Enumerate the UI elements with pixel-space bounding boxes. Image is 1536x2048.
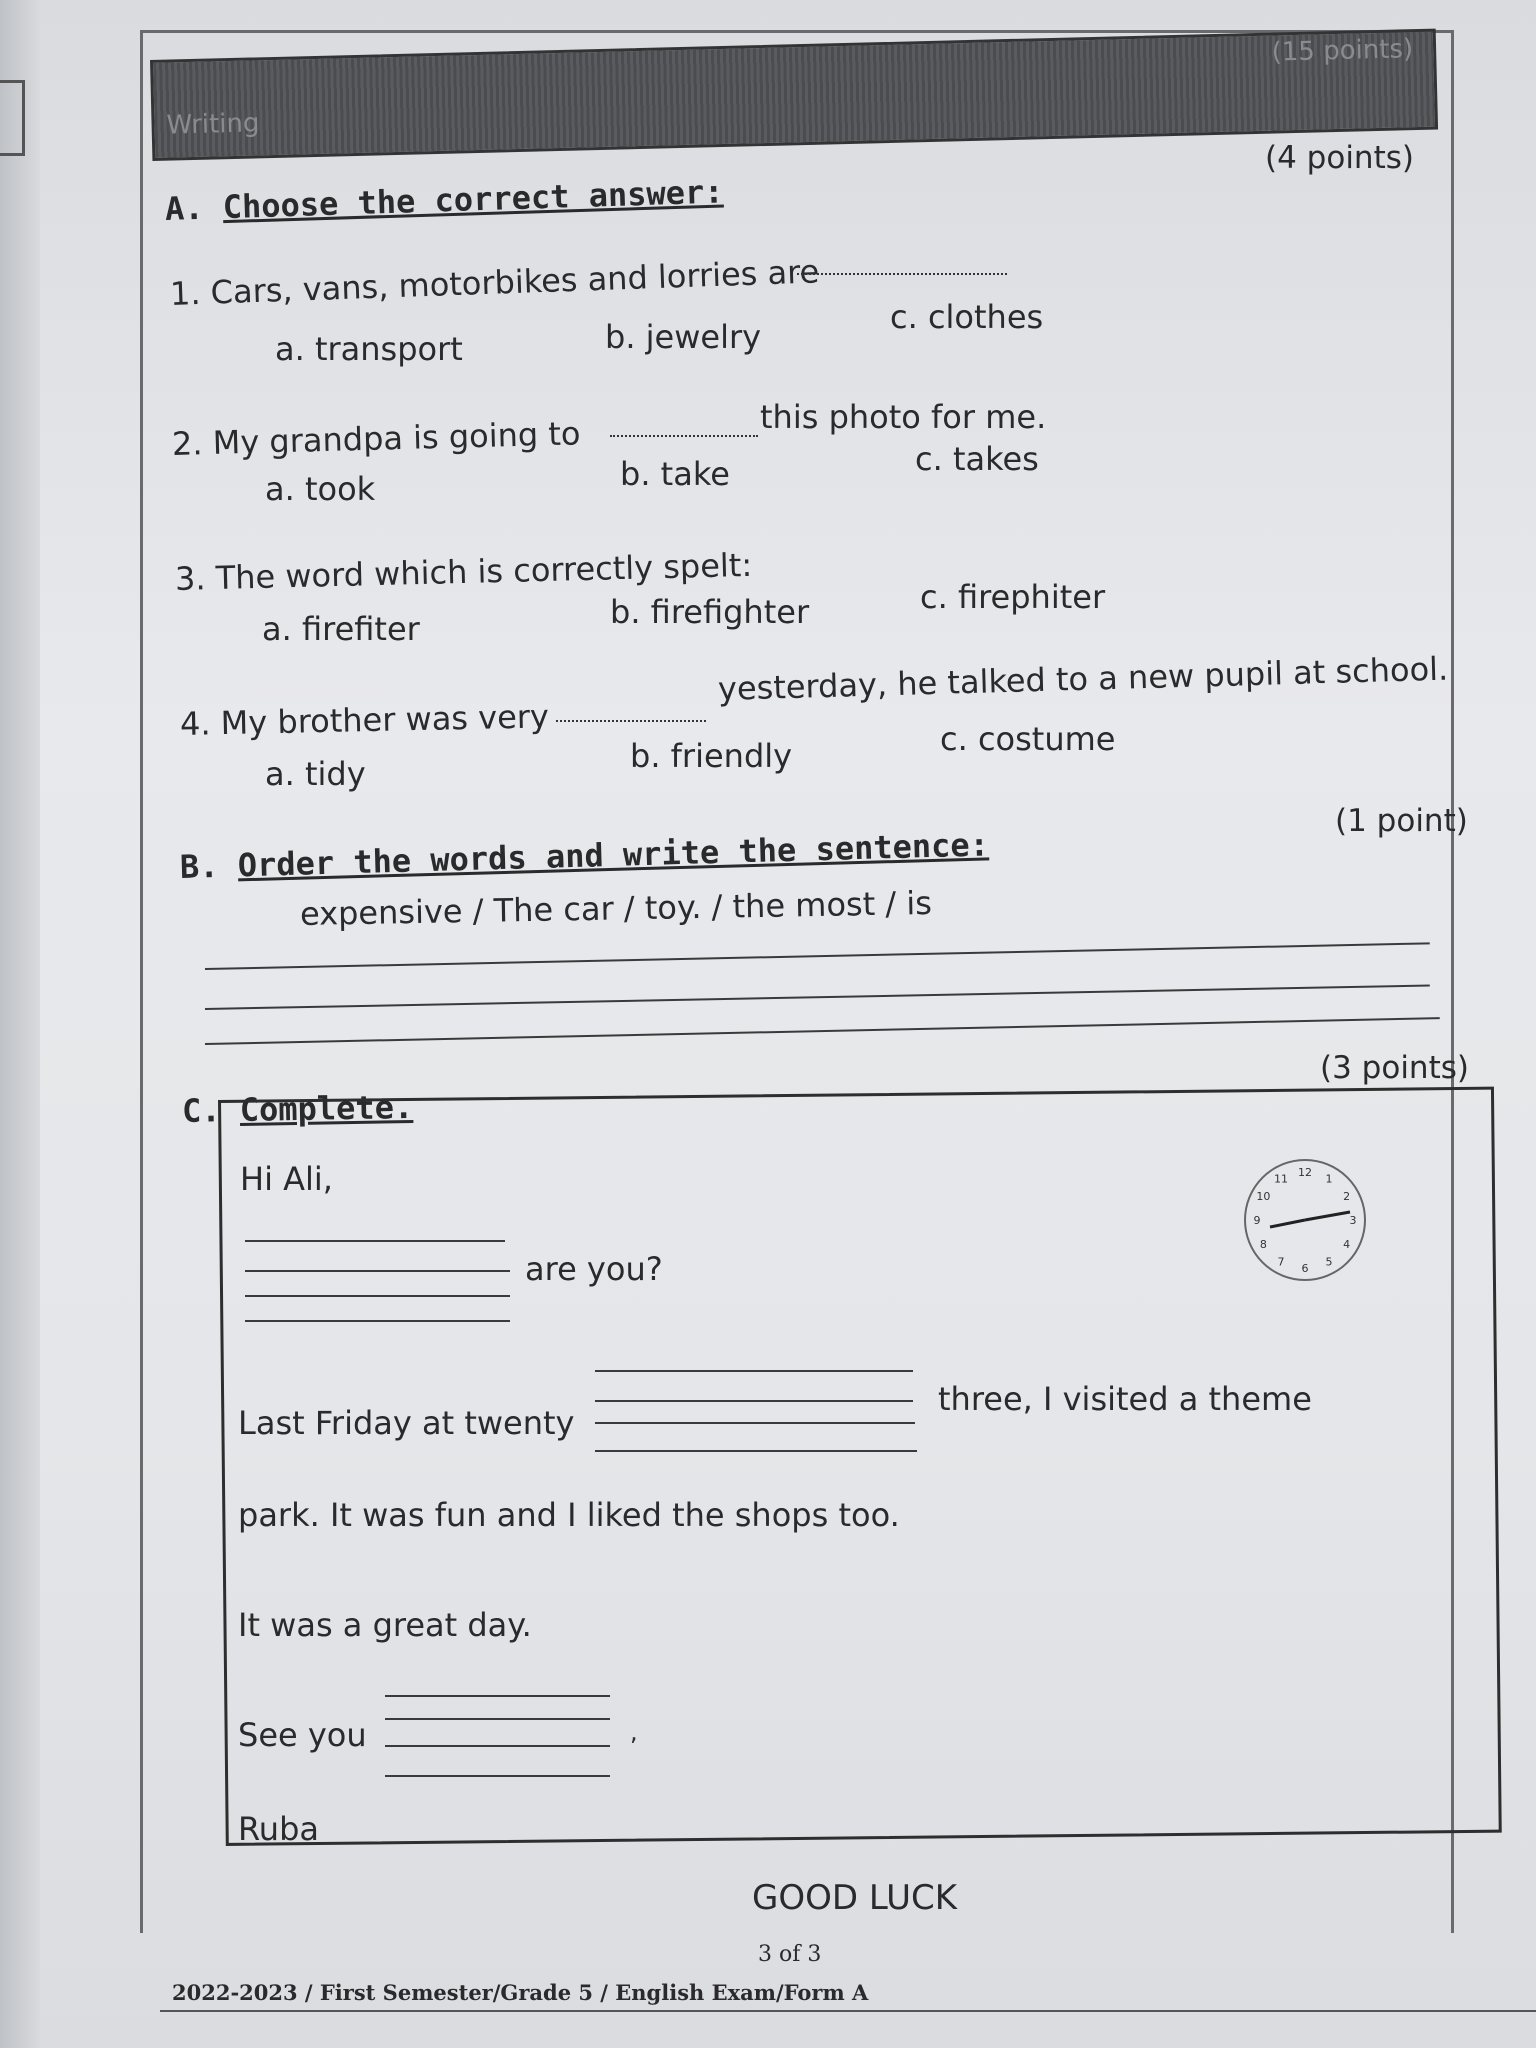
clock-number: 11: [1274, 1172, 1288, 1186]
clock-minute-hand: [1305, 1212, 1350, 1220]
footer-rule: [160, 2010, 1536, 2012]
page-fold: [0, 0, 40, 2048]
section-a-title: Choose the correct answer:: [222, 172, 725, 227]
question-1-option-a: a. transport: [275, 330, 463, 368]
letter-line4: It was a great day.: [238, 1606, 532, 1644]
question-1-blank[interactable]: [797, 273, 1007, 275]
blank-q3-line-2[interactable]: [385, 1718, 610, 1720]
blank-q1-line-1[interactable]: [245, 1240, 505, 1242]
page-number: 3 of 3: [758, 1942, 822, 1967]
question-3-option-b: b. firefighter: [610, 593, 810, 631]
header-title: Writing: [166, 108, 260, 141]
section-a-points: (4 points): [1265, 140, 1414, 176]
question-2-text: 2. My grandpa is going to: [171, 414, 581, 463]
blank-q3-line-1[interactable]: [385, 1695, 610, 1697]
exam-info: 2022-2023 / First Semester/Grade 5 / English Exam/Form A: [172, 1980, 869, 2005]
question-2-option-c: c. takes: [915, 440, 1039, 478]
letter-line2-before: Last Friday at twenty: [238, 1404, 575, 1442]
clock-number: 5: [1325, 1255, 1333, 1269]
question-3-option-a: a. firefiter: [262, 610, 420, 648]
question-2-option-b: b. take: [620, 455, 730, 493]
question-4-blank[interactable]: [556, 720, 706, 722]
blank-q2-line-2[interactable]: [595, 1400, 913, 1402]
letter-closing: See you: [238, 1716, 367, 1754]
blank-q1-line-2[interactable]: [245, 1270, 510, 1272]
blank-q3-line-4[interactable]: [385, 1775, 610, 1777]
good-luck: GOOD LUCK: [752, 1878, 958, 1918]
letter-line3: park. It was fun and I liked the shops too.: [238, 1496, 900, 1534]
question-2-after: this photo for me.: [760, 398, 1047, 436]
clock-number: 9: [1253, 1214, 1261, 1227]
blank-q3-line-3[interactable]: [385, 1745, 610, 1747]
clock-number: 2: [1343, 1190, 1351, 1203]
question-4-text: 4. My brother was very: [179, 697, 550, 743]
letter-signature: Ruba: [238, 1810, 319, 1848]
blank-q2-line-1[interactable]: [595, 1370, 913, 1372]
letter-line2-after: three, I visited a theme: [938, 1380, 1312, 1418]
section-b-title: Order the words and write the sentence:: [237, 825, 990, 885]
question-4-option-c: c. costume: [940, 720, 1116, 758]
blank-q1-line-4[interactable]: [245, 1320, 510, 1322]
question-1-text: 1. Cars, vans, motorbikes and lorries are: [169, 252, 820, 313]
question-4-option-b: b. friendly: [630, 737, 793, 775]
header-score: (15 points): [1271, 34, 1414, 68]
question-2-option-a: a. took: [265, 470, 376, 508]
question-1-option-b: b. jewelry: [605, 318, 762, 356]
letter-q1-after: are you?: [525, 1250, 663, 1288]
page-fold-mark: [0, 80, 25, 156]
section-b-points: (1 point): [1335, 803, 1468, 839]
clock-number: 7: [1277, 1255, 1285, 1269]
question-2-blank[interactable]: [610, 435, 758, 437]
question-3-text: 3. The word which is correctly spelt:: [174, 545, 753, 598]
clock-hour-hand: [1270, 1220, 1305, 1227]
clock-number: 10: [1256, 1190, 1271, 1203]
section-c-points: (3 points): [1320, 1050, 1469, 1086]
section-c-label: C.: [181, 1091, 221, 1130]
letter-greeting: Hi Ali,: [240, 1160, 333, 1198]
letter-closing-comma: ,: [630, 1718, 638, 1746]
section-b-label: B.: [179, 846, 220, 886]
question-1-option-c: c. clothes: [890, 298, 1044, 336]
blank-q1-line-3[interactable]: [245, 1295, 510, 1297]
clock-number: 1: [1325, 1172, 1333, 1186]
clock-number: 6: [1301, 1262, 1309, 1275]
question-4-after: yesterday, he talked to a new pupil at school.: [717, 649, 1449, 708]
blank-q2-line-3[interactable]: [595, 1422, 915, 1424]
section-a-label: A.: [164, 188, 205, 228]
section-b-words: expensive / The car / toy. / the most / is: [299, 883, 933, 933]
clock-number: 3: [1349, 1214, 1357, 1227]
section-c-title: Complete.: [239, 1087, 414, 1129]
clock-number: 8: [1259, 1238, 1267, 1251]
question-3-option-c: c. firephiter: [920, 578, 1106, 616]
clock-number: 4: [1343, 1238, 1351, 1251]
blank-q2-line-4[interactable]: [595, 1450, 917, 1452]
clock-image: [1240, 1155, 1370, 1285]
question-4-option-a: a. tidy: [265, 755, 366, 793]
clock-number: 12: [1298, 1166, 1312, 1179]
